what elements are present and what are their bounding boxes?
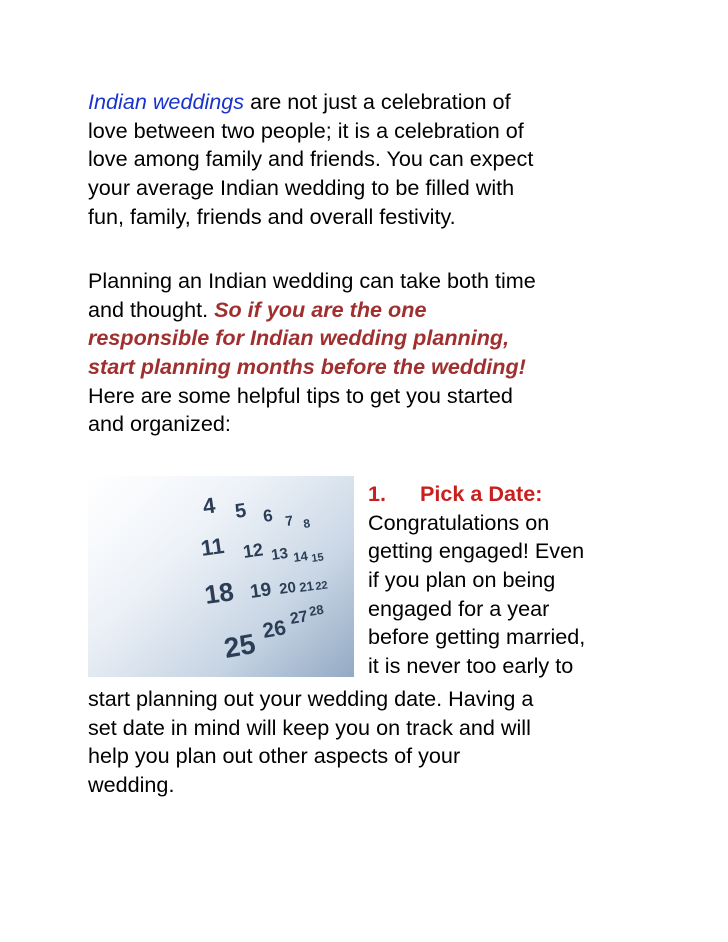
- tip-1-line-2: getting engaged! Even: [368, 538, 585, 564]
- calendar-number: 11: [199, 532, 226, 561]
- intro-line-4: your average Indian wedding to be filled with: [88, 175, 515, 201]
- calendar-number: 18: [202, 576, 236, 610]
- planning-line-6: and organized:: [88, 411, 231, 437]
- tip-1-cont-line-1: start planning out your wedding date. Having a: [88, 686, 534, 711]
- planning-emphasis-3: start planning months before the wedding!: [88, 354, 526, 380]
- calendar-number: 8: [302, 516, 312, 531]
- intro-line-3: love among family and friends. You can expect: [88, 146, 534, 172]
- calendar-number: 22: [314, 579, 329, 593]
- indian-weddings-link[interactable]: Indian weddings: [88, 89, 245, 114]
- tip-1-continuation: [88, 685, 648, 800]
- tip-1-line-5: before getting married,: [368, 624, 586, 650]
- calendar-number: 15: [310, 551, 325, 565]
- planning-paragraph: [88, 267, 648, 439]
- calendar-number: 6: [261, 505, 274, 526]
- calendar-image: [88, 476, 354, 677]
- tip-1-cont-line-2: set date in mind will keep you on track and will: [88, 714, 531, 740]
- planning-line-2: [88, 296, 648, 325]
- tip-1-cont-line-4: wedding.: [88, 772, 175, 798]
- planning-emphasis-1: So if you are the one: [214, 296, 427, 322]
- tip-1-line-1: Congratulations on: [368, 509, 550, 535]
- intro-paragraph: [88, 88, 648, 231]
- calendar-number: 7: [284, 512, 295, 529]
- calendar-number: 21: [298, 578, 315, 595]
- calendar-number: 27: [288, 608, 310, 628]
- intro-line-1-text: are not just a celebration of: [244, 89, 511, 114]
- planning-line-1: Planning an Indian wedding can take both time: [88, 268, 536, 293]
- calendar-number: 14: [292, 548, 309, 565]
- tip-1-line-3: if you plan on being: [368, 567, 556, 593]
- tip-1-heading: [368, 480, 658, 509]
- calendar-number: 25: [221, 627, 258, 664]
- tip-1-line-6: it is never too early to: [368, 653, 574, 679]
- tip-1-line-4: engaged for a year: [368, 595, 550, 621]
- calendar-number: 20: [278, 578, 298, 598]
- tip-1-title: Pick a Date:: [420, 481, 543, 506]
- calendar-illustration: [88, 476, 354, 677]
- intro-line-5: fun, family, friends and overall festivity.: [88, 203, 456, 229]
- calendar-number: 26: [260, 616, 288, 643]
- intro-line-2: love between two people; it is a celebration of: [88, 117, 524, 143]
- planning-line-5: Here are some helpful tips to get you started: [88, 382, 513, 408]
- calendar-number: 12: [241, 539, 265, 562]
- calendar-number: 28: [307, 601, 325, 619]
- calendar-number: 4: [201, 492, 217, 519]
- tip-1-number: 1.: [368, 481, 387, 506]
- calendar-number: 13: [270, 544, 290, 564]
- tip-1-side-text: [368, 480, 658, 681]
- calendar-number: 5: [233, 499, 248, 523]
- tip-1-cont-line-3: help you plan out other aspects of your: [88, 743, 461, 769]
- calendar-number: 19: [248, 579, 273, 603]
- planning-line-2-text: and thought.: [88, 296, 215, 322]
- planning-emphasis-2: responsible for Indian wedding planning,: [88, 325, 510, 351]
- intro-line-1: [88, 88, 648, 117]
